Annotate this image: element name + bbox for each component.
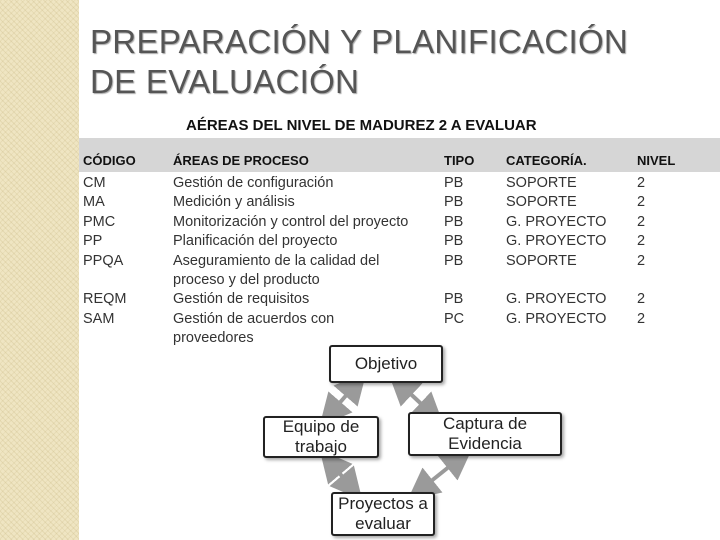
header-nivel: NIVEL bbox=[637, 153, 676, 168]
cell-tipo: PB bbox=[444, 213, 464, 230]
cell-tipo: PB bbox=[444, 175, 464, 191]
cell-codigo: MA bbox=[83, 194, 105, 211]
cell-area: Aseguramiento de la calidad del proceso y del producto bbox=[173, 252, 380, 288]
diagram-node-captura: Captura de Evidencia bbox=[408, 412, 562, 456]
diagram-node-equipo: Equipo de trabajo bbox=[263, 416, 379, 458]
title-line-2: DE EVALUACIÓN bbox=[90, 63, 360, 100]
diagram-node-objetivo: Objetivo bbox=[329, 345, 443, 383]
cell-tipo: PB bbox=[444, 194, 464, 211]
cell-nivel: 2 bbox=[637, 194, 646, 211]
cell-codigo: CM bbox=[83, 175, 106, 191]
cell-codigo: REQM bbox=[83, 291, 127, 308]
arrow-center-right bbox=[400, 384, 432, 414]
column-codigo bbox=[83, 174, 127, 329]
cell-codigo: PMC bbox=[83, 213, 116, 230]
cell-categoria: G. PROYECTO bbox=[506, 233, 607, 250]
cell-area: Gestión de acuerdos con proveedores bbox=[173, 310, 335, 347]
column-areas bbox=[173, 174, 408, 349]
column-categoria bbox=[506, 174, 606, 329]
cell-tipo: PB bbox=[444, 291, 464, 308]
decorative-side-band bbox=[0, 0, 79, 540]
cell-nivel: 2 bbox=[637, 233, 646, 250]
cell-codigo: SAM bbox=[83, 310, 115, 327]
cell-nivel: 2 bbox=[637, 291, 646, 308]
title-line-1: PREPARACIÓN Y PLANIFICACIÓN bbox=[90, 23, 629, 60]
cell-categoria: SOPORTE bbox=[506, 175, 577, 191]
header-tipo: TIPO bbox=[444, 153, 475, 168]
cell-nivel: 2 bbox=[637, 175, 646, 191]
header-categoria: CATEGORÍA. bbox=[506, 153, 587, 168]
cell-tipo: PB bbox=[444, 233, 464, 250]
column-tipo bbox=[444, 174, 464, 329]
table-subtitle: AÉREAS DEL NIVEL DE MADUREZ 2 A EVALUAR bbox=[186, 117, 537, 134]
cell-area: Planificación del proyecto bbox=[173, 233, 338, 250]
column-nivel bbox=[637, 174, 645, 329]
cell-tipo: PB bbox=[444, 252, 464, 269]
slide-title bbox=[90, 22, 710, 102]
cell-categoria: SOPORTE bbox=[506, 252, 577, 269]
cell-area: Gestión de configuración bbox=[173, 175, 334, 191]
cell-codigo: PP bbox=[83, 233, 103, 250]
cell-area: Gestión de requisitos bbox=[173, 291, 310, 308]
cell-tipo: PC bbox=[444, 310, 465, 327]
header-codigo: CÓDIGO bbox=[83, 153, 136, 168]
cell-codigo: PPQA bbox=[83, 252, 124, 269]
cell-area: Monitorización y control del proyecto bbox=[173, 213, 409, 230]
cell-categoria: G. PROYECTO bbox=[506, 213, 607, 230]
arrow-right-bottom bbox=[420, 458, 460, 490]
cell-nivel: 2 bbox=[637, 310, 646, 327]
arrow-left-bottom bbox=[330, 462, 352, 488]
cell-nivel: 2 bbox=[637, 252, 646, 269]
cell-area: Medición y análisis bbox=[173, 194, 295, 211]
cell-nivel: 2 bbox=[637, 213, 646, 230]
header-areas: ÁREAS DE PROCESO bbox=[173, 153, 309, 168]
cell-categoria: G. PROYECTO bbox=[506, 310, 607, 327]
arrow-center-left bbox=[330, 384, 356, 414]
cell-categoria: SOPORTE bbox=[506, 194, 577, 211]
diagram-node-proyectos: Proyectos a evaluar bbox=[331, 492, 435, 536]
cell-categoria: G. PROYECTO bbox=[506, 291, 607, 308]
